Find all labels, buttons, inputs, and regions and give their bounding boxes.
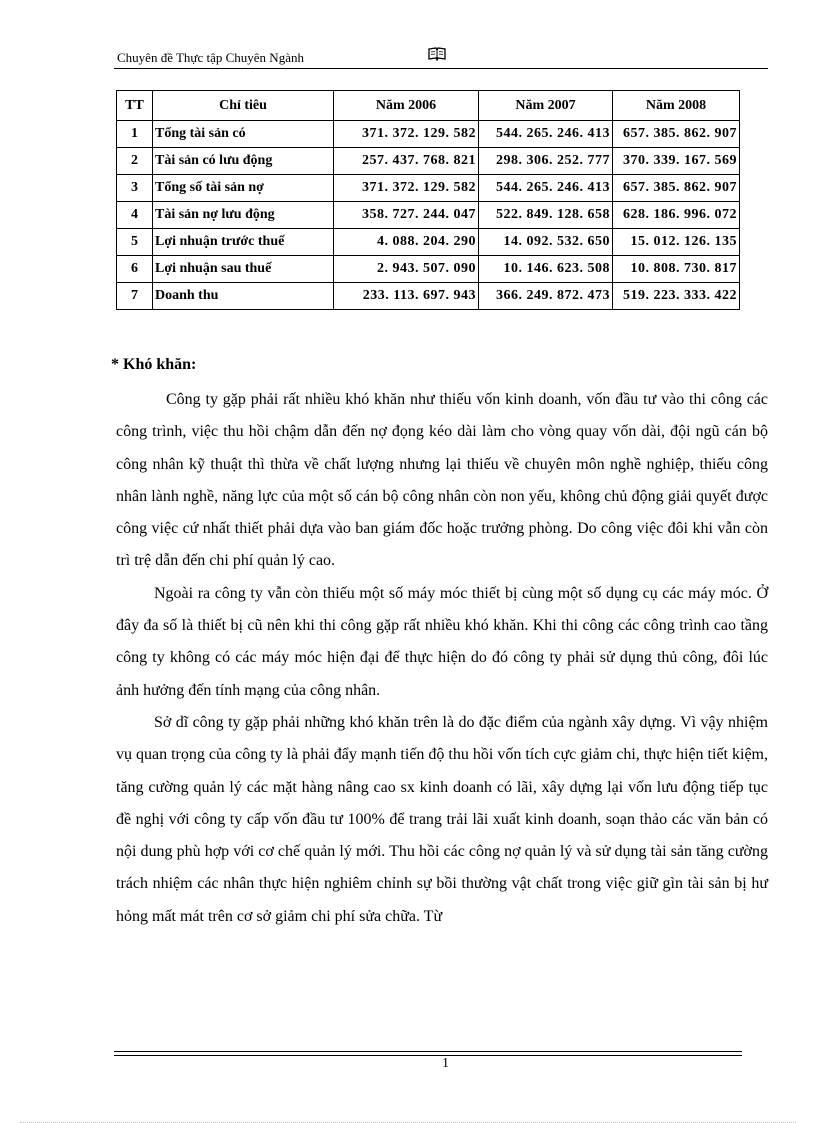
cell-indicator: Tổng số tài sản nợ: [153, 175, 334, 202]
cell-2006: 371. 372. 129. 582: [334, 121, 479, 148]
cell-tt: 5: [117, 229, 153, 256]
cell-indicator: Lợi nhuận sau thuế: [153, 256, 334, 283]
cell-tt: 6: [117, 256, 153, 283]
cell-2008: 519. 223. 333. 422: [613, 283, 740, 310]
cell-tt: 3: [117, 175, 153, 202]
cell-2007: 544. 265. 246. 413: [479, 175, 613, 202]
col-header-2006: Năm 2006: [334, 91, 479, 121]
cell-indicator: Doanh thu: [153, 283, 334, 310]
col-header-indicator: Chỉ tiêu: [153, 91, 334, 121]
cell-2007: 298. 306. 252. 777: [479, 148, 613, 175]
running-header: Chuyên đề Thực tập Chuyên Ngành: [117, 50, 304, 65]
cell-indicator: Tài sản nợ lưu động: [153, 202, 334, 229]
cell-2006: 2. 943. 507. 090: [334, 256, 479, 283]
body-text: [116, 384, 768, 933]
footer-divider: [114, 1055, 742, 1056]
cell-2006: 233. 113. 697. 943: [334, 283, 479, 310]
cell-tt: 1: [117, 121, 153, 148]
cell-2006: 371. 372. 129. 582: [334, 175, 479, 202]
cell-indicator: Tổng tài sản có: [153, 121, 334, 148]
cell-2007: 544. 265. 246. 413: [479, 121, 613, 148]
table-row: [117, 229, 740, 256]
table-row: [117, 121, 740, 148]
cell-tt: 2: [117, 148, 153, 175]
paragraph: Công ty gặp phải rất nhiều khó khăn như thiếu vốn kinh doanh, vốn đầu tư vào thi công các công trình, việc thu hồi chậm dẫn đến nợ đọng kéo dài làm cho vòng quay vốn dài, đội ngũ cán bộ công nhân kỹ thuật thì thừa về chất lượng nhưng lại thiếu về chuyên môn nghề nghiệp, thiếu công nhân lành nghề, năng lực của một số cán bộ công nhân còn non yếu, không chủ động giải quyết được công việc cứ nhất thiết phải dựa vào ban giám đốc hoặc trưởng phòng. Do công việc đôi khi vẫn còn trì trệ dẫn đến chi phí quản lý cao.: [116, 391, 768, 570]
cell-indicator: Lợi nhuận trước thuế: [153, 229, 334, 256]
cell-tt: 7: [117, 283, 153, 310]
cell-2006: 358. 727. 244. 047: [334, 202, 479, 229]
cell-2008: 657. 385. 862. 907: [613, 175, 740, 202]
table-row: [117, 202, 740, 229]
cell-2006: 257. 437. 768. 821: [334, 148, 479, 175]
cell-2006: 4. 088. 204. 290: [334, 229, 479, 256]
table-row: [117, 256, 740, 283]
header-divider: [114, 68, 768, 69]
book-icon: [428, 47, 446, 66]
col-header-2008: Năm 2008: [613, 91, 740, 121]
cell-2008: 15. 012. 126. 135: [613, 229, 740, 256]
table-row: [117, 148, 740, 175]
footer-divider: [114, 1051, 742, 1052]
cell-2007: 366. 249. 872. 473: [479, 283, 613, 310]
cell-2007: 10. 146. 623. 508: [479, 256, 613, 283]
cell-2008: 10. 808. 730. 817: [613, 256, 740, 283]
cell-tt: 4: [117, 202, 153, 229]
cell-2008: 628. 186. 996. 072: [613, 202, 740, 229]
cell-indicator: Tài sản có lưu động: [153, 148, 334, 175]
paragraph: Sở dĩ công ty gặp phải những khó khăn trên là do đặc điểm của ngành xây dựng. Vì vậy nhiệm vụ quan trọng của công ty là phải đẩy mạnh tiến độ thu hồi vốn tích cực giảm chi, thực hiện tiết kiệm, tăng cường quản lý các mặt hàng nâng cao sx kinh doanh có lãi, xây dựng lại vốn lưu động tiếp tục đề nghị với công ty cấp vốn đầu tư 100% để trang trải lãi xuất kinh doanh, soạn thảo các văn bản có nội dung phù hợp với cơ chế quản lý mới. Thu hồi các công nợ quản lý và sử dụng tài sản tăng cường trách nhiệm các nhân thực hiện nghiêm chỉnh sự bồi thường vật chất trong việc giữ gìn tài sản bị hư hỏng mất mát trên cơ sở giảm chi phí sửa chữa. Từ: [116, 713, 768, 925]
page-number: 1: [442, 1056, 449, 1071]
cell-2008: 370. 339. 167. 569: [613, 148, 740, 175]
col-header-tt: TT: [117, 91, 153, 121]
cell-2007: 522. 849. 128. 658: [479, 202, 613, 229]
cell-2008: 657. 385. 862. 907: [613, 121, 740, 148]
table-row: [117, 175, 740, 202]
section-heading: * Khó khăn:: [111, 356, 197, 373]
paragraph: Ngoài ra công ty vẫn còn thiếu một số máy móc thiết bị cùng một số dụng cụ các máy móc. Ở đây đa số là thiết bị cũ nên khi thi công gặp rất nhiều khó khăn. Khi thi công các công trình cao tầng công ty không có các máy móc hiện đại để thực hiện do đó công ty phải sử dụng thủ công, đôi lúc ảnh hưởng đến tính mạng của công nhân.: [116, 584, 768, 699]
table-header-row: [117, 91, 740, 121]
col-header-2007: Năm 2007: [479, 91, 613, 121]
financial-table: [116, 90, 740, 310]
table-row: [117, 283, 740, 310]
cell-2007: 14. 092. 532. 650: [479, 229, 613, 256]
